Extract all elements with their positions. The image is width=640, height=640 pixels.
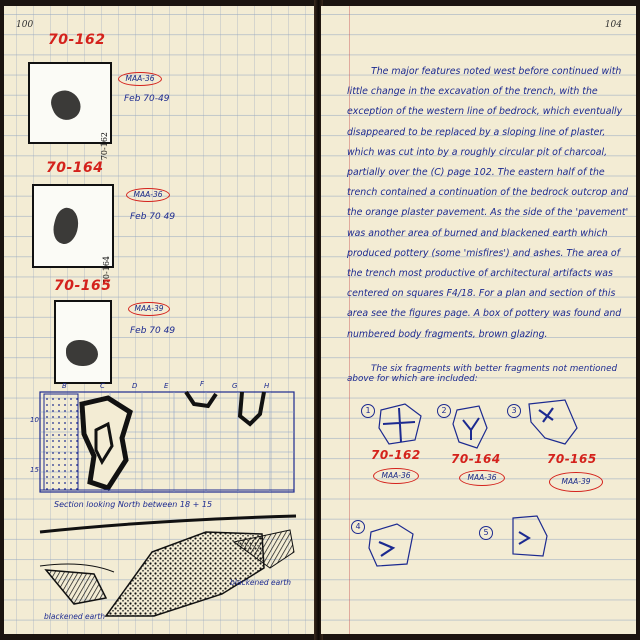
sketch-label: blackened earth — [44, 612, 106, 621]
fragment-id-label: 70-165 — [547, 452, 597, 466]
catalog-tag-oval: MAA-36 — [118, 72, 162, 86]
specimen-date: Feb 70-49 — [124, 94, 170, 104]
specimen-date: Feb 70 49 — [130, 212, 176, 222]
fragment-number: 5 — [479, 526, 493, 540]
grid-row-label: 10 — [30, 416, 39, 424]
specimen-date: Feb 70 49 — [130, 326, 176, 336]
fragment-tag-oval: MAA-36 — [373, 468, 419, 484]
fragment-number: 1 — [361, 404, 375, 418]
fragment-id-label: 70-164 — [451, 452, 501, 466]
rock-specimen-image — [66, 340, 98, 366]
grid-column-label: C — [100, 382, 105, 390]
fragment-number: 2 — [437, 404, 451, 418]
specimen-photo — [32, 184, 114, 285]
pottery-fragment-drawing — [451, 404, 491, 452]
fragment-tag-oval: MAA-39 — [549, 472, 603, 492]
specimen-id-label: 70-164 — [46, 160, 104, 176]
specimen-photo — [54, 300, 112, 384]
photo-side-label: 70-164 — [102, 256, 111, 285]
section-caption: Section looking North between 18 + 15 — [54, 500, 213, 509]
catalog-tag-oval: MAA-39 — [128, 302, 170, 316]
field-notes-paragraph: The major features noted west before continued with little change in the excavation of the trench, with the exception of the western line of bedrock, which eventually disappeared to be replaced by a sloping line of plaster, which was cut into by a roughly circular pit of charcoal, partially over the (C) page 102. The eastern half of the trench contained a continuation of the bedrock outcrop and the orange plaster pavement. As the side of the 'pavement' was another area of burned and blackened earth which produced pottery (some 'misfires') and ashes. The area of the trench most productive of architectural artifacts was centered on squares F4/18. For a plan and section of this area see the figures page. A box of pottery was found and numbered body fragments, brown glazing. — [347, 66, 629, 340]
fragment-number: 3 — [507, 404, 521, 418]
specimen-photo — [28, 62, 112, 161]
grid-column-label: B — [62, 382, 67, 390]
fragment-number: 4 — [351, 520, 365, 534]
grid-row-label: 15 — [30, 466, 39, 474]
trench-plan-sketch — [38, 390, 298, 496]
specimen-id-label: 70-165 — [54, 278, 112, 294]
pottery-fragment-drawing — [507, 514, 553, 560]
rock-specimen-image — [48, 86, 85, 124]
fragment-tag-oval: MAA-36 — [459, 470, 505, 486]
right-page-number: 104 — [604, 20, 622, 30]
left-page-number: 100 — [16, 20, 34, 30]
grid-column-label: F — [200, 380, 205, 388]
grid-column-label: H — [264, 382, 270, 390]
specimen-id-label: 70-162 — [48, 32, 106, 48]
grid-column-label: G — [232, 382, 238, 390]
grid-column-label: E — [164, 382, 169, 390]
right-notebook-page — [321, 6, 636, 634]
left-notebook-page — [4, 6, 316, 634]
fragment-id-label: 70-162 — [371, 448, 421, 462]
pottery-fragment-drawing — [525, 398, 581, 448]
pottery-fragment-drawing — [375, 402, 425, 448]
section-sketch — [34, 512, 304, 622]
grid-column-label: D — [132, 382, 138, 390]
pottery-fragment-drawing — [367, 522, 417, 570]
sketch-label: blackened earth — [230, 578, 292, 587]
photo-side-label: 70-162 — [100, 132, 109, 161]
rock-specimen-image — [50, 206, 82, 247]
fragments-intro-line: The six fragments with better fragments not mentioned above for which are included: — [347, 364, 618, 384]
catalog-tag-oval: MAA-36 — [126, 188, 170, 202]
